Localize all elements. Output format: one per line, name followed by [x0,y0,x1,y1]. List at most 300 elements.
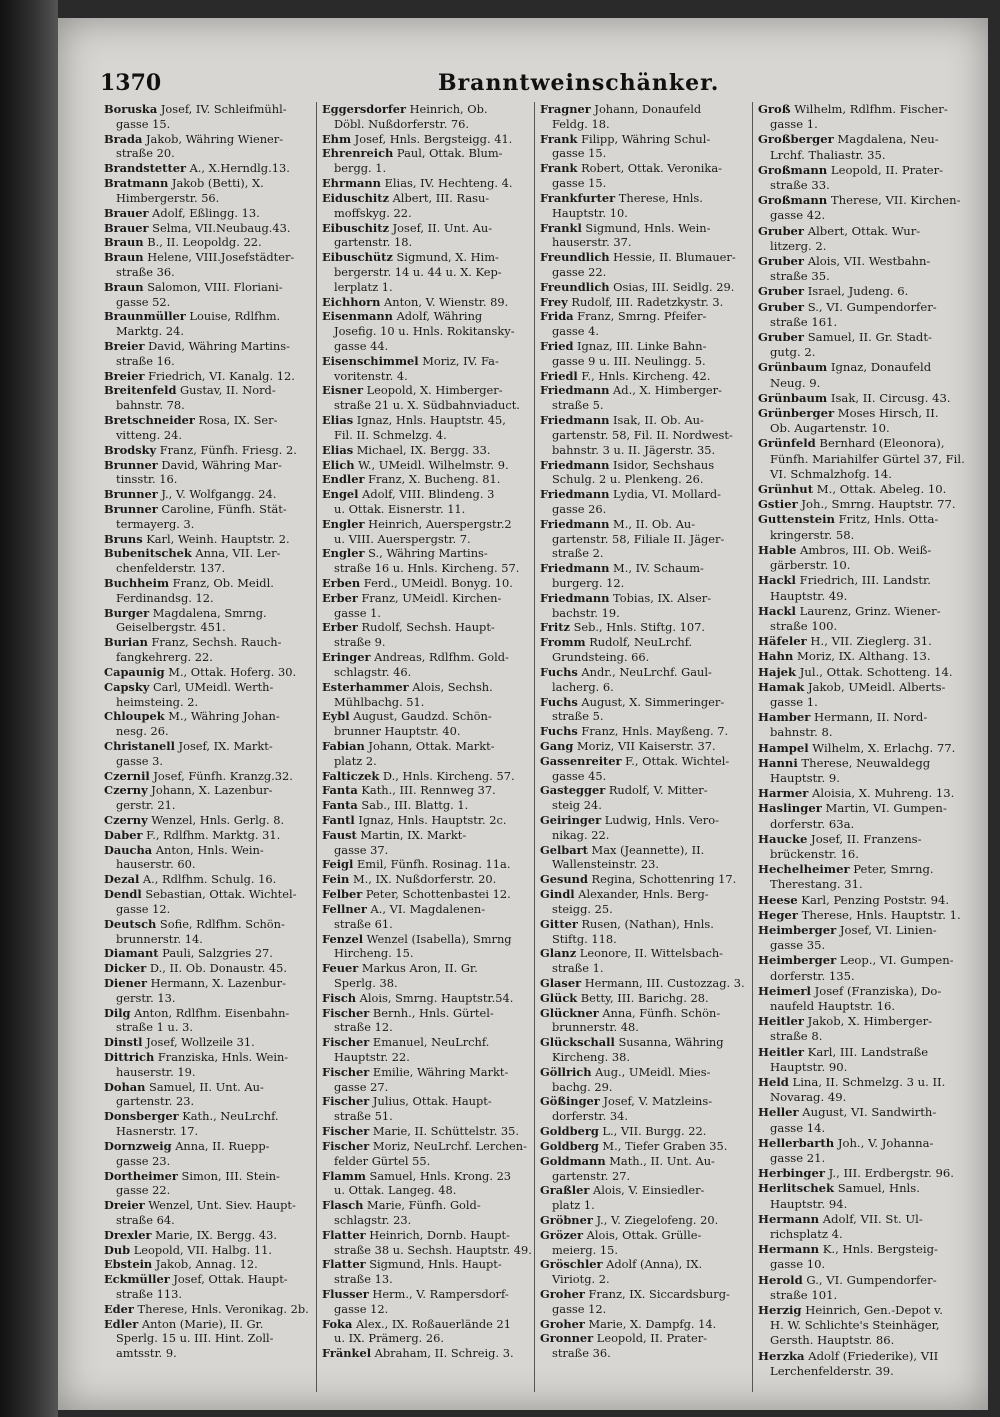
entry-details: Magdalena, Smrng. [149,605,267,620]
entry-name: Fromm [540,635,586,650]
entry-continuation: straße 161. [770,314,838,329]
entry-details: Wenzel, Hnls. Gerlg. 8. [147,813,285,827]
directory-entry [540,887,752,917]
entry-first-line [322,413,534,428]
directory-entry [322,1287,534,1317]
entry-first-line [758,284,970,299]
entry-details: Moses Hirsch, II. [834,406,939,421]
entry-continuation: meierg. 15. [552,1242,619,1257]
entry-first-line [758,224,970,239]
entry-details: Anna, Fünfh. Schön- [598,1005,721,1020]
directory-entry [104,769,316,784]
entry-name: Groß [758,102,791,116]
entry-continuation: bahnstr. 78. [116,398,185,413]
entry-details: Sigmund, Hnls. Wein- [581,220,711,235]
directory-entry [758,1303,970,1349]
entry-details: Jakob, UMeidl. Alberts- [804,679,946,694]
entry-first-line [540,976,752,991]
entry-details: Magdalena, Neu- [833,132,939,147]
entry-name: Feuer [322,961,359,976]
entry-continuation: Himbergerstr. 56. [116,190,220,205]
entry-details: A., Rdlfhm. Schulg. 16. [139,872,277,887]
entry-details: Franz, UMeidl. Kirchen- [357,590,502,605]
directory-entry [758,1212,970,1242]
entry-name: Guttenstein [758,512,835,527]
entry-continuation: straße 20. [116,146,175,161]
entry-continuation: straße 13. [334,1272,393,1287]
directory-entry [758,132,970,162]
entry-continuation: dorferstr. 63a. [770,816,855,831]
directory-entry [104,946,316,961]
entry-first-line [322,1198,534,1213]
entry-name: Gruber [758,284,805,299]
entry-first-line [322,991,534,1006]
entry-name: Dendl [104,887,142,902]
entry-continuation: Hircheng. 15. [334,946,414,961]
entry-name: Heimberger [758,922,837,937]
entry-details: D., Hnls. Kircheng. 57. [379,768,515,783]
entry-details: Rusen, (Nathan), Hnls. [577,916,714,931]
entry-name: Glückschall [540,1035,615,1050]
entry-details: Osias, III. Seidlg. 29. [609,279,735,294]
entry-details: Joh., V. Johanna- [834,1135,934,1150]
entry-first-line [322,1317,534,1332]
entry-first-line [758,1045,970,1060]
entry-details: M., Tiefer Graben 35. [598,1138,728,1153]
entry-name: Heimberger [758,953,837,968]
directory-entry [322,1006,534,1036]
directory-entry [540,1183,752,1213]
entry-continuation: gärberstr. 10. [770,558,851,573]
entry-first-line [540,1317,752,1332]
directory-entry [322,680,534,710]
entry-name: Eibuschitz [322,220,389,235]
directory-entry [104,1317,316,1361]
entry-name: Gößinger [540,1094,600,1109]
entry-first-line [104,961,316,976]
directory-entry [322,191,534,221]
entry-name: Dicker [104,961,147,976]
directory-entry [104,413,316,443]
entry-name: Engel [322,487,359,502]
entry-details: Friedrich, III. Landstr. [795,573,931,588]
entry-continuation: richsplatz 4. [770,1227,843,1242]
entry-first-line [758,543,970,558]
entry-first-line [540,102,752,117]
entry-name: Friedmann [540,383,610,398]
directory-entry [322,576,534,591]
entry-name: Fanta [322,783,358,798]
directory-entry [758,163,970,193]
entry-first-line [104,1228,316,1243]
directory-entry [322,783,534,798]
entry-name: Fenzel [322,931,364,946]
directory-entry [322,443,534,458]
entry-details: Hessie, II. Blumauer- [609,250,736,265]
directory-entry [758,254,970,284]
entry-continuation: gerstr. 21. [116,798,176,813]
directory-entry [104,843,316,873]
entry-name: Boruska [104,102,158,116]
entry-continuation: steigg. 25. [552,901,613,916]
entry-continuation: gasse 3. [116,753,164,768]
entry-first-line [322,902,534,917]
entry-first-line [322,443,534,458]
entry-name: Frankfurter [540,190,616,205]
directory-entry [540,295,752,310]
entry-name: Feigl [322,857,354,872]
entry-details: Moriz, IX. Althang. 13. [793,649,931,664]
directory-entry [758,1045,970,1075]
directory-entry [540,1317,752,1332]
entry-details: W., UMeidl. Wilhelmstr. 9. [354,457,509,472]
entry-name: Breier [104,339,145,353]
entry-continuation: felder Gürtel 55. [334,1153,431,1168]
entry-name: Häfeler [758,634,807,649]
entry-name: Fantl [322,813,355,827]
entry-name: Eggersdorfer [322,102,406,116]
entry-name: Glaser [540,975,582,990]
entry-name: Herzig [758,1303,802,1318]
entry-name: Elich [322,457,355,472]
entry-details: M., Ottak. Abeleg. 10. [813,482,947,497]
entry-continuation: straße 100. [770,618,838,633]
entry-first-line [540,1065,752,1080]
directory-column-1 [104,102,317,1392]
entry-continuation: Fil. II. Schmelzg. 4. [334,427,447,442]
entry-details: Lina, II. Schmelzg. 3 u. II. [788,1075,946,1089]
entry-first-line [322,546,534,561]
directory-entry [540,1228,752,1258]
entry-details: Leopold, II. Prater- [593,1331,708,1346]
entry-continuation: naufeld Hauptstr. 16. [770,998,896,1013]
entry-first-line [540,620,752,635]
entry-name: Fisch [322,990,357,1005]
entry-continuation: bergerstr. 14 u. 44 u. X. Kep-lerplatz 1. [334,264,502,294]
entry-first-line [104,1050,316,1065]
entry-details: Franz, Hnls. Mayßeng. 7. [577,724,729,739]
entry-first-line [322,146,534,161]
book-binding-edge [0,0,58,1417]
entry-first-line [104,576,316,591]
entry-first-line [758,801,970,816]
directory-entry [104,235,316,250]
directory-entry [758,710,970,740]
directory-entry [758,497,970,512]
entry-details: M., IV. Schaum- [609,561,704,576]
entry-continuation: Hauptstr. 22. [334,1050,410,1064]
entry-name: Diener [104,975,147,990]
entry-first-line [104,487,316,502]
entry-continuation: gasse 12. [334,1301,389,1316]
entry-continuation: straße 64. [116,1212,175,1227]
entry-name: Dohan [104,1079,146,1094]
entry-continuation: vitteng. 24. [116,427,182,442]
entry-details: Johann, Donaufeld [590,102,702,116]
entry-name: Bratmann [104,176,169,191]
entry-continuation: gasse 21. [770,1151,826,1166]
entry-details: Max (Jeannette), II. [587,842,705,857]
entry-details: Rudolf, Sechsh. Haupt- [357,620,495,635]
entry-details: F., Rdlfhm. Marktg. 31. [142,827,281,842]
entry-name: Capsky [104,679,150,694]
directory-columns [104,102,976,1392]
entry-name: Braun [104,235,144,250]
entry-first-line [322,472,534,487]
entry-name: Grünbaum [758,360,828,375]
entry-details: Emil, Fünfh. Rosinag. 11a. [353,857,511,872]
directory-entry [758,923,970,953]
entry-name: Brodsky [104,442,157,457]
entry-continuation: straße 9. [334,635,386,650]
entry-details: Helene, VIII.Josefstädter- [143,250,295,265]
directory-entry [540,161,752,191]
entry-name: Gruber [758,299,805,314]
entry-details: Paul, Ottak. Blum- [393,146,503,161]
entry-continuation: gutg. 2. [770,345,816,360]
entry-continuation: gasse 42. [770,208,826,223]
directory-entry [104,161,316,176]
entry-continuation: gasse 45. [552,768,607,783]
entry-details: Heinrich, Auerspergstr.2 [364,516,512,531]
entry-details: Seb., Hnls. Stiftg. 107. [569,620,705,635]
directory-entry [104,1080,316,1110]
entry-name: Herlitschek [758,1181,835,1196]
entry-continuation: Schulg. 2 u. Plenkeng. 26. [552,472,704,487]
directory-entry [540,739,752,754]
directory-entry [104,1257,316,1272]
directory-entry [540,724,752,739]
entry-continuation: moffskyg. 22. [334,205,412,220]
entry-first-line [540,665,752,680]
entry-details: Jakob, Währing Wiener- [142,131,284,146]
entry-name: Heller [758,1105,799,1120]
entry-details: Ignaz, Hnls. Hauptstr. 45, [353,413,506,428]
directory-entry [104,1006,316,1036]
entry-name: Friedmann [540,516,610,531]
entry-details: Elias, IV. Hechteng. 4. [380,176,513,191]
entry-name: Haucke [758,831,808,846]
directory-entry [322,591,534,621]
entry-first-line [104,1139,316,1154]
directory-entry [104,606,316,636]
entry-first-line [322,309,534,324]
entry-name: Eckmüller [104,1272,170,1287]
entry-continuation: Sperlg. 38. [334,975,398,990]
entry-continuation: kringerstr. 58. [770,527,855,542]
entry-name: Herzka [758,1348,805,1363]
entry-name: Hampel [758,740,809,755]
entry-continuation: u. Ottak. Eisnerstr. 11. [334,501,466,516]
entry-name: Flamm [322,1168,366,1183]
directory-entry [104,1228,316,1243]
entry-name: Hechelheimer [758,862,850,877]
entry-name: Frida [540,309,574,324]
entry-details: Therese, Hnls. [615,190,703,205]
entry-continuation: Sperlg. 15 u. III. Hint. Zoll-amtsstr. 9. [116,1331,274,1361]
entry-first-line [758,360,970,375]
directory-entry [540,250,752,280]
directory-entry [322,176,534,191]
entry-first-line [758,573,970,588]
entry-continuation: gasse 27. [334,1079,389,1094]
entry-continuation: litzerg. 2. [770,238,827,253]
directory-entry [540,280,752,295]
directory-entry [540,1035,752,1065]
directory-entry [758,756,970,786]
directory-entry [540,1154,752,1184]
entry-details: Laurenz, Grinz. Wiener- [795,603,941,618]
directory-entry [758,1014,970,1044]
entry-first-line [104,1035,316,1050]
directory-entry [104,1109,316,1139]
entry-details: M., Ottak. Hoferg. 30. [164,664,297,679]
directory-entry [540,132,752,162]
directory-entry [540,339,752,369]
entry-continuation: gartenstr. 58, Fil. II. Nordwest-bahnstr. 3 u. II. Jägerstr. 35. [552,427,733,457]
directory-entry [758,862,970,892]
directory-entry [758,330,970,360]
entry-details: Hermann, II. Nord- [810,710,928,725]
entry-name: Gitter [540,916,578,931]
directory-column-3 [540,102,753,1392]
entry-continuation: straße 51. [334,1109,393,1124]
entry-first-line [322,813,534,828]
entry-first-line [540,339,752,354]
directory-entry [104,635,316,665]
entry-name: Fischer [322,1064,370,1079]
entry-name: Hamber [758,710,811,725]
entry-details: Therese, Neuwaldegg [797,755,931,770]
entry-details: Friedrich, VI. Kanalg. 12. [144,368,295,383]
entry-first-line [104,1198,316,1213]
entry-continuation: nikag. 22. [552,827,610,842]
entry-details: Betty, III. Barichg. 28. [577,990,709,1005]
entry-name: Grünhut [758,482,814,497]
entry-first-line [104,1006,316,1021]
entry-continuation: Geiselbergstr. 451. [116,620,226,635]
entry-details: Markus Aron, II. Gr. [358,961,478,976]
entry-first-line [322,1124,534,1139]
entry-first-line [540,1213,752,1228]
entry-continuation: straße 5. [552,398,604,413]
entry-first-line [758,132,970,147]
entry-name: Glück [540,990,578,1005]
entry-first-line [758,1349,970,1364]
entry-continuation: Lrchf. Thaliastr. 35. [770,147,886,162]
directory-entry [758,482,970,497]
entry-details: Heinrich, Dornb. Haupt- [365,1227,510,1242]
entry-continuation: bachstr. 19. [552,605,620,620]
directory-entry [758,680,970,710]
entry-name: Frey [540,294,568,309]
entry-name: Brunner [104,501,158,516]
entry-name: Ehm [322,131,352,146]
entry-details: Josef, II. Franzens- [807,831,922,846]
entry-details: M., Währing Johan- [164,709,280,724]
entry-first-line [322,132,534,147]
entry-name: Hable [758,542,797,557]
entry-name: Grünberger [758,406,835,421]
entry-details: S., VI. Gumpendorfer- [804,299,937,314]
directory-entry [540,487,752,517]
entry-name: Fuchs [540,664,578,679]
entry-details: D., II. Ob. Donaustr. 45. [146,961,288,976]
entry-first-line [322,650,534,665]
entry-first-line [322,1065,534,1080]
entry-name: Heitler [758,1014,804,1029]
entry-details: S., Währing Martins- [364,546,488,561]
directory-entry [540,1094,752,1124]
directory-entry [322,132,534,147]
entry-details: Israel, Judeng. 6. [804,284,909,299]
entry-first-line [758,710,970,725]
directory-entry [322,798,534,813]
directory-entry [104,176,316,206]
entry-details: Leonore, II. Wittelsbach- [576,946,724,961]
directory-entry [540,783,752,813]
directory-entry [104,250,316,280]
entry-name: Flatter [322,1257,366,1272]
entry-name: Dezal [104,872,140,887]
directory-entry [540,517,752,561]
directory-entry [540,1331,752,1361]
entry-details: Filipp, Währing Schul- [577,131,711,146]
entry-continuation: straße 61. [334,916,393,931]
entry-details: August, Gaudzd. Schön- [349,709,492,724]
entry-continuation: gartenstr. 18. [334,235,413,250]
directory-entry [540,843,752,873]
entry-details: Samuel, II. Gr. Stadt- [804,330,932,345]
entry-continuation: u. IX. Prämerg. 26. [334,1331,444,1346]
entry-first-line [322,857,534,872]
entry-continuation: gartenstr. 27. [552,1168,631,1183]
entry-details: Aug., UMeidl. Mies- [591,1064,711,1079]
entry-name: Drexler [104,1227,152,1242]
entry-first-line [104,887,316,902]
entry-details: Wilhelm, Rdlfhm. Fischer- [790,102,948,116]
entry-details: Karl, Weinh. Hauptstr. 2. [142,531,290,546]
entry-continuation: brunner Hauptstr. 40. [334,724,461,739]
directory-entry [540,917,752,947]
entry-first-line [322,709,534,724]
entry-first-line [540,872,752,887]
entry-name: Faust [322,827,357,842]
entry-continuation: gasse 23. [116,1153,171,1168]
directory-entry [758,908,970,923]
entry-details: Anton, Hnls. Wein- [152,842,264,857]
directory-entry [540,413,752,457]
entry-first-line [758,953,970,968]
directory-entry [758,436,970,482]
entry-details: Alois, Sechsh. [408,679,493,694]
entry-first-line [758,1273,970,1288]
entry-first-line [322,1287,534,1302]
entry-name: Friedmann [540,413,610,428]
entry-details: Franz, IX. Siccardsburg- [584,1287,730,1301]
entry-first-line [758,1014,970,1029]
directory-entry [758,984,970,1014]
entry-first-line [322,191,534,206]
entry-details: Karl, III. Landstraße [803,1044,929,1059]
entry-name: Donsberger [104,1109,179,1124]
entry-first-line [540,695,752,710]
directory-entry [758,1242,970,1272]
entry-details: Bernhard (Eleonora), [815,436,945,451]
entry-name: Großberger [758,132,834,147]
entry-name: Dilg [104,1005,131,1020]
entry-first-line [322,887,534,902]
